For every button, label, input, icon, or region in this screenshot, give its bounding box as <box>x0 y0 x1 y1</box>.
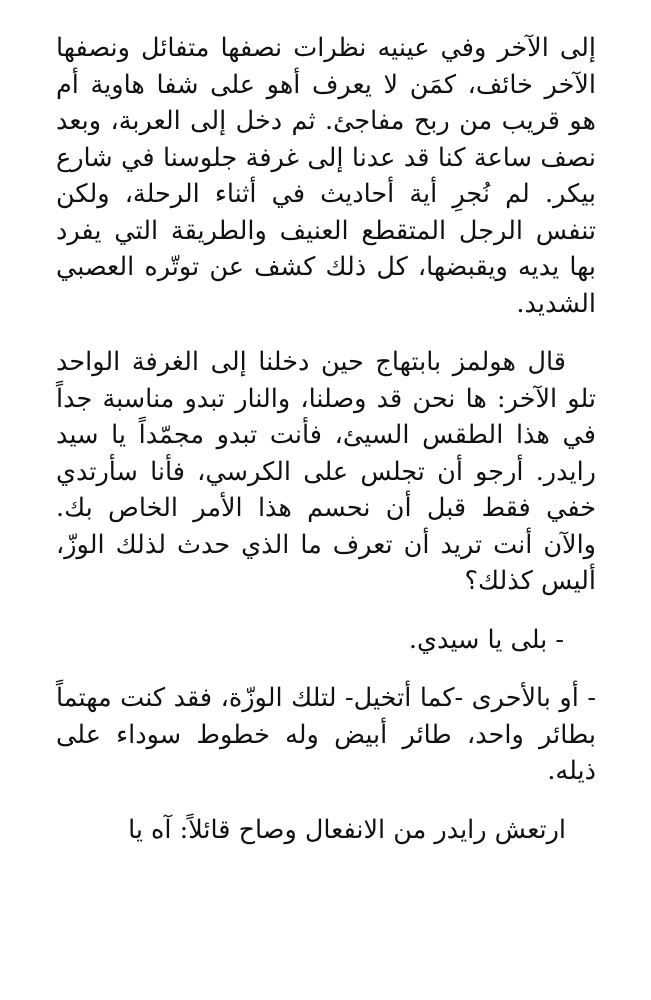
paragraph-dialog-reply: - بلى يا سيدي. <box>408 624 564 655</box>
paragraph-narration: إلى الآخر وفي عينيه نظرات نصفها متفائل ونصفها الآخر خائف، كمَن لا يعرف أهو على شفا هاوية أم هو قريب من ربح مفاجئ. ثم دخل إلى العربة، وبعد نصف ساعة كنا قد عدنا إلى غرفة جلوسنا في شارع بيكر. لم نُجرِ أية أحاديث في أثناء الرحلة، ولكن تنفس الرجل المتقطع العنيف والطريقة التي يفرد بها يديه ويقبضها، كل ذلك كشف عن توتّره العصبي الشديد. <box>56 33 596 319</box>
paragraph-dialog-holmes: - أو بالأحرى -كما أتخيل- لتلك الوزّة، فقد كنت مهتماً بطائر واحد، طائر أبيض وله خطوط سوداء على ذيله. <box>56 683 596 786</box>
book-page <box>56 30 596 848</box>
paragraph-ryder: ارتعش رايدر من الانفعال وصاح قائلاً: آه يا <box>128 814 566 845</box>
paragraph-holmes-speech: قال هولمز بابتهاج حين دخلنا إلى الغرفة الواحد تلو الآخر: ها نحن قد وصلنا، والنار تبدو مناسبة جداً في هذا الطقس السيئ، فأنت تبدو مجمّداً يا سيد رايدر. أرجو أن تجلس على الكرسي، فأنا سأرتدي خفي فقط قبل أن نحسم هذا الأمر الخاص بك. والآن أنت تريد أن تعرف ما الذي حدث لذلك الوزّ، أليس كذلك؟ <box>56 347 596 596</box>
